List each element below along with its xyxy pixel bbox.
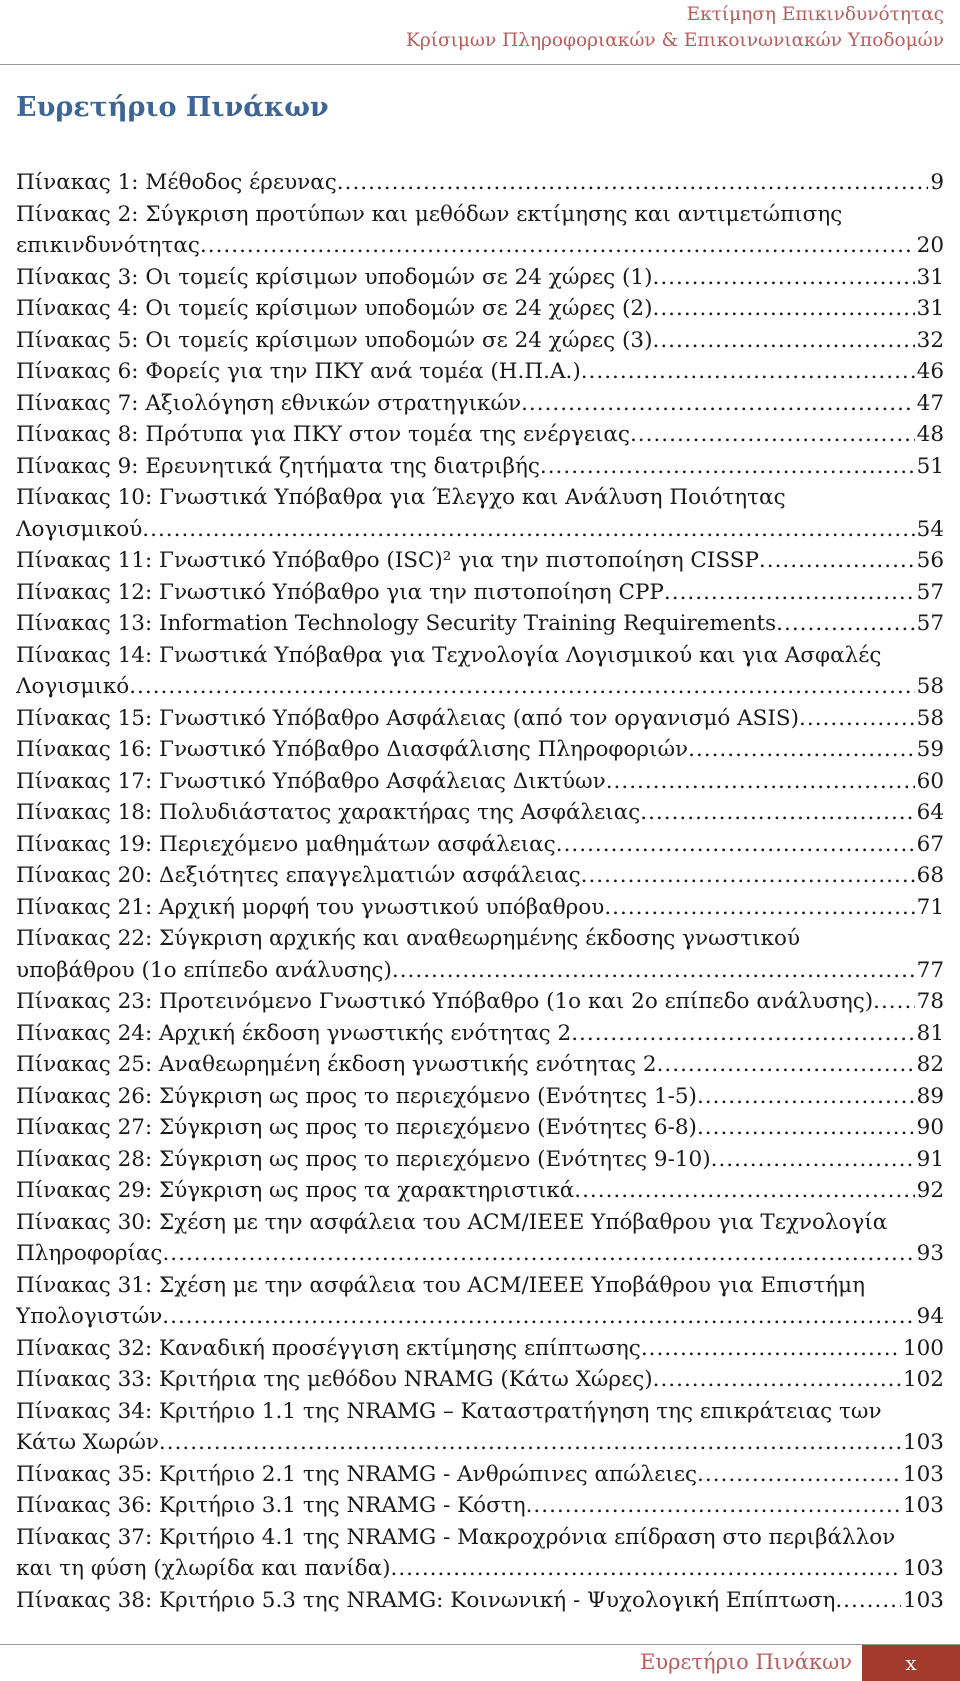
dot-leader <box>759 545 915 577</box>
toc-entry[interactable] <box>16 419 944 451</box>
dot-leader <box>392 955 915 987</box>
dot-leader <box>162 1238 914 1270</box>
toc-entry-title: Υπολογιστών <box>16 1304 163 1329</box>
toc-entry-title: Πίνακας 18: Πολυδιάστατος χαρακτήρας της Ασφάλειας <box>16 800 641 825</box>
dot-leader <box>653 1364 901 1396</box>
toc-entry-page: 47 <box>916 390 944 416</box>
toc-entry[interactable] <box>16 1490 944 1522</box>
page-title: Ευρετήριο Πινάκων <box>16 92 329 123</box>
running-header <box>0 0 960 65</box>
toc-entry[interactable] <box>16 1049 944 1081</box>
dot-leader <box>162 1301 914 1333</box>
toc-entry-title: Πίνακας 32: Καναδική προσέγγιση εκτίμησης επίπτωσης <box>16 1335 641 1361</box>
footer-divider <box>0 1644 960 1645</box>
dot-leader <box>159 1427 901 1459</box>
toc-entry[interactable] <box>16 1270 944 1333</box>
toc-entry-page: 57 <box>916 611 944 636</box>
toc-entry[interactable] <box>16 293 944 325</box>
toc-entry[interactable] <box>16 356 944 388</box>
dot-leader <box>652 293 914 325</box>
toc-entry-title: Πίνακας 8: Πρότυπα για ΠΚΥ στον τομέα της ενέργειας <box>16 422 630 447</box>
header-line-1: Εκτίμηση Επικινδυνότητας <box>686 4 944 25</box>
toc-entry-page: 103 <box>902 1493 944 1518</box>
toc-entry[interactable] <box>16 1522 944 1585</box>
toc-entry-title: Πίνακας 11: Γνωστικό Υπόβαθρο (ISC)² για την πιστοποίηση CISSP <box>16 548 759 573</box>
toc-entry-page: 48 <box>916 422 944 447</box>
toc-entry[interactable] <box>16 1018 944 1050</box>
toc-entry[interactable] <box>16 451 944 483</box>
toc-entry-page: 71 <box>916 894 944 920</box>
toc-entry-page: 32 <box>916 327 944 353</box>
toc-entry-title: Πληροφορίας <box>16 1241 163 1266</box>
dot-leader <box>835 1585 901 1617</box>
toc-entry-page: 46 <box>916 359 944 384</box>
toc-entry-title: Πίνακας 26: Σύγκριση ως προς το περιεχόμενο (Ενότητες 1-5) <box>16 1083 697 1109</box>
dot-leader <box>641 1333 901 1365</box>
page-number-badge <box>862 1645 960 1681</box>
dot-leader <box>604 892 914 924</box>
dot-leader <box>142 514 914 546</box>
toc-entry-page: 68 <box>916 863 944 888</box>
toc-entry-page: 94 <box>916 1304 944 1329</box>
dot-leader <box>640 797 914 829</box>
toc-entry-title: Πίνακας 5: Οι τομείς κρίσιμων υποδομών σε 24 χώρες (3) <box>16 327 653 353</box>
toc-entry-title: Πίνακας 7: Αξιολόγηση εθνικών στρατηγικών <box>16 390 522 416</box>
dot-leader <box>664 577 915 609</box>
dot-leader <box>652 325 914 357</box>
dot-leader <box>697 1459 901 1491</box>
dot-leader <box>873 986 915 1018</box>
toc-entry-page: 31 <box>916 296 944 321</box>
toc-entry-title: Πίνακας 15: Γνωστικό Υπόβαθρο Ασφάλειας (από τον οργανισμό ASIS) <box>16 705 800 731</box>
toc-entry[interactable] <box>16 829 944 861</box>
toc-entry-title: Λογισμικό <box>16 674 130 699</box>
toc-entry-page: 58 <box>916 674 944 699</box>
toc-entry-title: Πίνακας 34: Κριτήριο 1.1 της NRAMG – Καταστρατήγηση της επικράτειας των <box>16 1398 882 1424</box>
toc-entry-page: 51 <box>916 453 944 479</box>
toc-entry[interactable] <box>16 986 944 1018</box>
toc-entry-title: Πίνακας 2: Σύγκριση προτύπων και μεθόδων εκτίμησης και αντιμετώπισης <box>16 201 843 227</box>
toc-entry[interactable] <box>16 1207 944 1270</box>
toc-entry-page: 82 <box>916 1052 944 1077</box>
toc-entry[interactable] <box>16 577 944 609</box>
toc-entry-title: Πίνακας 24: Αρχική έκδοση γνωστικής ενότητας 2 <box>16 1020 572 1046</box>
dot-leader <box>711 1144 915 1176</box>
toc-entry-title: Πίνακας 27: Σύγκριση ως προς το περιεχόμενο (Ενότητες 6-8) <box>16 1115 697 1140</box>
toc-entry-title: Πίνακας 28: Σύγκριση ως προς το περιεχόμενο (Ενότητες 9-10) <box>16 1146 711 1172</box>
toc-entry[interactable] <box>16 1081 944 1113</box>
toc-entry-page: 102 <box>902 1367 944 1392</box>
toc-entry-title: Πίνακας 13: Information Technology Security Training Requirements <box>16 611 777 636</box>
toc-entry[interactable] <box>16 325 944 357</box>
dot-leader <box>581 356 915 388</box>
toc-entry-page: 58 <box>916 705 944 731</box>
toc-entry-page: 56 <box>916 548 944 573</box>
toc-entry[interactable] <box>16 923 944 986</box>
dot-leader <box>129 671 914 703</box>
toc-entry[interactable] <box>16 1364 944 1396</box>
toc-entry-page: 89 <box>916 1083 944 1109</box>
toc-entry[interactable] <box>16 640 944 703</box>
toc-entry-title: Πίνακας 9: Ερευνητικά ζητήματα της διατριβής <box>16 453 540 479</box>
toc-entry-page: 100 <box>902 1335 944 1361</box>
toc-entry-page: 103 <box>902 1587 944 1613</box>
header-line-2: Κρίσιμων Πληροφοριακών & Επικοινωνιακών Υποδομών <box>406 30 944 51</box>
toc-entry-page: 9 <box>930 170 944 195</box>
toc-entry[interactable] <box>16 797 944 829</box>
toc-entry-title: Πίνακας 30: Σχέση με την ασφάλεια του ACM/IEEE Υπόβαθρου για Τεχνολογία <box>16 1209 888 1235</box>
toc-entry-title: Πίνακας 22: Σύγκριση αρχικής και αναθεωρημένης έκδοσης γνωστικού <box>16 926 801 951</box>
toc-entry[interactable] <box>16 1175 944 1207</box>
toc-entry-title: Πίνακας 20: Δεξιότητες επαγγελματιών ασφάλειας <box>16 863 581 888</box>
toc-entry-title: Πίνακας 38: Κριτήριο 5.3 της NRAMG: Κοινωνική - Ψυχολογική Επίπτωση <box>16 1587 836 1613</box>
footer-label: Ευρετήριο Πινάκων <box>640 1650 852 1674</box>
dot-leader <box>540 451 915 483</box>
dot-leader <box>391 1553 901 1585</box>
toc-entry-title: Πίνακας 3: Οι τομείς κρίσιμων υποδομών σε 24 χώρες (1) <box>16 264 653 290</box>
toc-entry[interactable] <box>16 766 944 798</box>
table-of-tables <box>16 167 944 1616</box>
toc-entry[interactable] <box>16 167 944 199</box>
toc-entry[interactable] <box>16 1112 944 1144</box>
toc-entry[interactable] <box>16 892 944 924</box>
toc-entry-page: 103 <box>902 1556 944 1581</box>
toc-entry[interactable] <box>16 608 944 640</box>
toc-entry-title: Πίνακας 37: Κριτήριο 4.1 της NRAMG - Μακροχρόνια επίδραση στο περιβάλλον <box>16 1524 896 1550</box>
toc-entry-page: 67 <box>916 831 944 857</box>
dot-leader <box>688 734 915 766</box>
dot-leader <box>799 703 915 735</box>
dot-leader <box>652 262 914 294</box>
toc-entry-title: Κάτω Χωρών <box>16 1430 159 1455</box>
toc-entry-page: 103 <box>902 1430 944 1455</box>
toc-entry-title: Πίνακας 10: Γνωστικά Υπόβαθρα για Έλεγχο και Ανάλυση Ποιότητας <box>16 485 786 510</box>
page-number: x <box>905 1651 917 1675</box>
toc-entry[interactable] <box>16 703 944 735</box>
toc-entry[interactable] <box>16 1585 944 1617</box>
toc-entry-title: Πίνακας 1: Μέθοδος έρευνας <box>16 170 337 195</box>
dot-leader <box>657 1049 915 1081</box>
toc-entry[interactable] <box>16 199 944 262</box>
dot-leader <box>776 608 914 640</box>
toc-entry[interactable] <box>16 1144 944 1176</box>
toc-entry-page: 78 <box>916 989 944 1014</box>
toc-entry[interactable] <box>16 1396 944 1459</box>
dot-leader <box>571 1018 914 1050</box>
toc-entry-title: Πίνακας 6: Φορείς για την ΠΚΥ ανά τομέα (Η.Π.Α.) <box>16 359 581 384</box>
toc-entry-title: υποβάθρου (1ο επίπεδο ανάλυσης) <box>16 957 392 983</box>
toc-entry[interactable] <box>16 860 944 892</box>
toc-entry-title: Πίνακας 33: Κριτήρια της μεθόδου NRAMG (Κάτω Χώρες) <box>16 1367 653 1392</box>
toc-entry-page: 54 <box>916 516 944 542</box>
dot-leader <box>697 1112 915 1144</box>
toc-entry-page: 103 <box>902 1461 944 1487</box>
toc-entry-page: 57 <box>916 579 944 605</box>
dot-leader <box>606 766 915 798</box>
toc-entry-page: 90 <box>916 1115 944 1140</box>
toc-entry-page: 92 <box>916 1178 944 1203</box>
toc-entry-page: 93 <box>916 1241 944 1266</box>
toc-entry-title: Πίνακας 25: Αναθεωρημένη έκδοση γνωστικής ενότητας 2 <box>16 1052 657 1077</box>
toc-entry[interactable] <box>16 545 944 577</box>
toc-entry-title: Πίνακας 14: Γνωστικά Υπόβαθρα για Τεχνολογία Λογισμικού και για Ασφαλές <box>16 642 882 668</box>
toc-entry-title: Πίνακας 23: Προτεινόμενο Γνωστικό Υπόβαθρο (1ο και 2ο επίπεδο ανάλυσης) <box>16 989 874 1014</box>
dot-leader <box>574 1175 914 1207</box>
toc-entry-title: Πίνακας 21: Αρχική μορφή του γνωστικού υπόβαθρου <box>16 894 605 920</box>
toc-entry-title: και τη φύση (χλωρίδα και πανίδα) <box>16 1556 391 1581</box>
toc-entry-page: 64 <box>916 800 944 825</box>
dot-leader <box>697 1081 915 1113</box>
toc-entry-title: Πίνακας 35: Κριτήριο 2.1 της NRAMG - Ανθρώπινες απώλειες <box>16 1461 698 1487</box>
dot-leader <box>630 419 915 451</box>
dot-leader <box>556 829 915 861</box>
dot-leader <box>337 167 929 199</box>
toc-entry-page: 60 <box>916 768 944 794</box>
toc-entry-title: Λογισμικού <box>16 516 143 542</box>
toc-entry-page: 31 <box>916 264 944 290</box>
toc-entry-page: 59 <box>916 737 944 762</box>
toc-entry-page: 91 <box>916 1146 944 1172</box>
toc-entry-title: Πίνακας 19: Περιεχόμενο μαθημάτων ασφάλειας <box>16 831 556 857</box>
toc-entry[interactable] <box>16 388 944 420</box>
toc-entry-title: Πίνακας 16: Γνωστικό Υπόβαθρο Διασφάλισης Πληροφοριών <box>16 737 689 762</box>
toc-entry-page: 77 <box>916 957 944 983</box>
toc-entry[interactable] <box>16 1333 944 1365</box>
dot-leader <box>521 388 915 420</box>
toc-entry-title: Πίνακας 31: Σχέση με την ασφάλεια του ACM/IEEE Υποβάθρου για Επιστήμη <box>16 1272 865 1298</box>
toc-entry[interactable] <box>16 1459 944 1491</box>
toc-entry[interactable] <box>16 262 944 294</box>
dot-leader <box>526 1490 901 1522</box>
toc-entry-title: Πίνακας 36: Κριτήριο 3.1 της NRAMG - Κόστη <box>16 1493 526 1518</box>
toc-entry-title: Πίνακας 4: Οι τομείς κρίσιμων υποδομών σε 24 χώρες (2) <box>16 296 653 321</box>
toc-entry-title: Πίνακας 12: Γνωστικό Υπόβαθρο για την πιστοποίηση CPP <box>16 579 664 605</box>
dot-leader <box>200 230 915 262</box>
dot-leader <box>581 860 915 892</box>
toc-entry-page: 20 <box>916 233 944 258</box>
toc-entry-title: Πίνακας 17: Γνωστικό Υπόβαθρο Ασφάλειας Δικτύων <box>16 768 606 794</box>
toc-entry-page: 81 <box>916 1020 944 1046</box>
toc-entry[interactable] <box>16 482 944 545</box>
toc-entry-title: Πίνακας 29: Σύγκριση ως προς τα χαρακτηριστικά <box>16 1178 575 1203</box>
toc-entry[interactable] <box>16 734 944 766</box>
toc-entry-title: επικινδυνότητας <box>16 233 200 258</box>
